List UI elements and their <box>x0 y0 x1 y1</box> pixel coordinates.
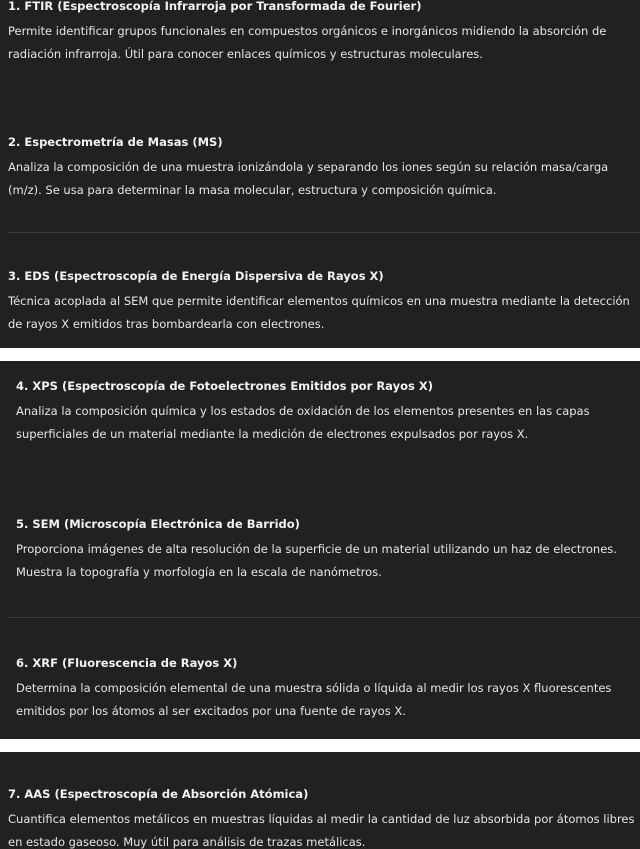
technique-title: 3. EDS (Espectroscopía de Energía Dispersiva de Rayos X) <box>8 269 384 283</box>
content-panel-2 <box>0 361 640 739</box>
description-line: emitidos por los átomos al ser excitados por una fuente de rayos X. <box>16 704 406 718</box>
technique-title: 1. FTIR (Espectroscopía Infrarroja por Transformada de Fourier) <box>8 0 422 13</box>
technique-description <box>16 400 590 446</box>
description-line: (m/z). Se usa para determinar la masa molecular, estructura y composición química. <box>8 183 497 197</box>
technique-description <box>16 677 611 723</box>
description-line: Cuantifica elementos metálicos en muestras líquidas al medir la cantidad de luz absorbida por átomos libres <box>8 812 635 826</box>
technique-xps <box>16 378 590 446</box>
content-panel-3 <box>0 752 640 849</box>
technique-eds <box>8 268 630 336</box>
description-line: Permite identificar grupos funcionales en compuestos orgánicos e inorgánicos midiendo la absorción de <box>8 24 607 38</box>
description-line: Proporciona imágenes de alta resolución de la superficie de un material utilizando un haz de electrones. <box>16 542 617 556</box>
description-line: Analiza la composición química y los estados de oxidación de los elementos presentes en las capas <box>16 404 590 418</box>
description-line: Muestra la topografía y morfología en la escala de nanómetros. <box>16 565 382 579</box>
technique-ms <box>8 134 608 202</box>
technique-xrf <box>16 655 611 723</box>
technique-description <box>16 538 617 584</box>
description-line: de rayos X emitidos tras bombardearla con electrones. <box>8 317 325 331</box>
technique-title: 6. XRF (Fluorescencia de Rayos X) <box>16 656 238 670</box>
technique-description <box>8 808 635 849</box>
technique-title: 4. XPS (Espectroscopía de Fotoelectrones Emitidos por Rayos X) <box>16 379 433 393</box>
description-line: en estado gaseoso. Muy útil para análisis de trazas metálicas. <box>8 835 366 849</box>
description-line: radiación infrarroja. Útil para conocer enlaces químicos y estructuras moleculares. <box>8 47 483 61</box>
technique-title: 5. SEM (Microscopía Electrónica de Barrido) <box>16 517 300 531</box>
description-line: Analiza la composición de una muestra ionizándola y separando los iones según su relación masa/carga <box>8 160 609 174</box>
technique-sem <box>16 516 617 584</box>
description-line: Técnica acoplada al SEM que permite identificar elementos químicos en una muestra mediante la detección <box>8 294 630 308</box>
section-divider <box>8 617 640 618</box>
technique-aas <box>8 786 635 849</box>
section-divider <box>8 232 640 233</box>
technique-title: 7. AAS (Espectroscopía de Absorción Atómica) <box>8 787 309 801</box>
technique-ftir <box>8 0 606 66</box>
description-line: superficiales de un material mediante la medición de electrones expulsados por rayos X. <box>16 427 529 441</box>
description-line: Determina la composición elemental de una muestra sólida o líquida al medir los rayos X fluorescentes <box>16 681 612 695</box>
content-panel-1 <box>0 0 640 348</box>
technique-description <box>8 290 630 336</box>
technique-description <box>8 20 606 66</box>
technique-description <box>8 156 608 202</box>
technique-title: 2. Espectrometría de Masas (MS) <box>8 135 223 149</box>
